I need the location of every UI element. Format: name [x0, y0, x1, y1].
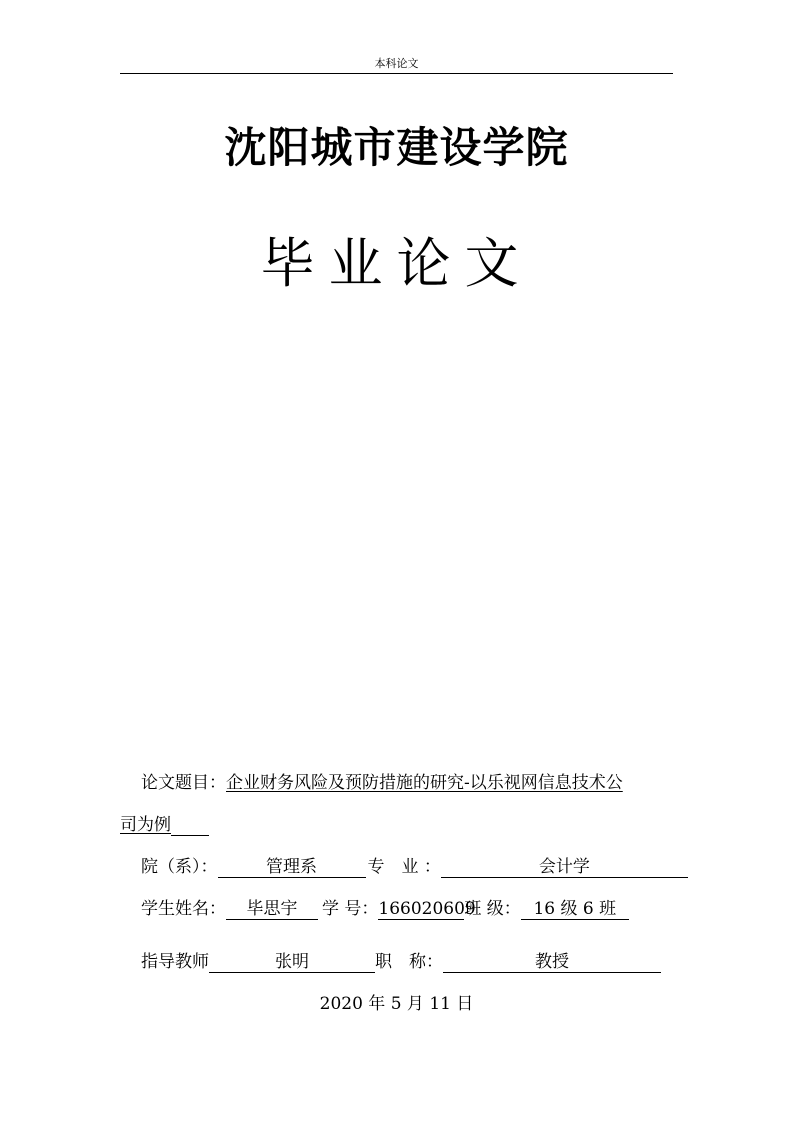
student-name-label: 学生姓名：	[141, 899, 226, 919]
department-row	[141, 856, 688, 878]
thesis-title-line2: 司为例	[120, 815, 171, 835]
student-name-value: 毕思宇	[226, 898, 318, 920]
thesis-title-label: 论文题目：	[141, 773, 226, 793]
submission-date: 2020 年 5 月 11 日	[319, 994, 474, 1014]
major-label: 专 业 ：	[367, 857, 441, 877]
document-type: 毕业论文	[260, 232, 533, 295]
advisor-row	[141, 951, 661, 973]
thesis-title-line1: 企业财务风险及预防措施的研究-以乐视网信息技术公	[226, 773, 623, 793]
thesis-title-row	[141, 772, 623, 794]
class-value: 16 级 6 班	[521, 898, 629, 920]
student-id-label: 学 号：	[322, 899, 379, 919]
rank-value: 教授	[443, 951, 661, 973]
student-id-value: 166020609	[378, 899, 476, 919]
page-header: 本科论文	[374, 57, 419, 70]
department-label: 院（系）：	[141, 857, 218, 877]
thesis-title-row-2	[120, 814, 209, 836]
header-rule	[120, 73, 673, 74]
rank-label: 职 称：	[375, 952, 443, 972]
major-value: 会计学	[441, 856, 688, 878]
student-row	[141, 898, 629, 920]
school-name: 沈阳城市建设学院	[224, 123, 569, 172]
department-value: 管理系	[218, 856, 366, 878]
advisor-label: 指导教师	[141, 952, 209, 972]
class-label: 班 级：	[464, 899, 521, 919]
advisor-value: 张明	[209, 951, 375, 973]
title-underline-fill	[171, 814, 209, 836]
